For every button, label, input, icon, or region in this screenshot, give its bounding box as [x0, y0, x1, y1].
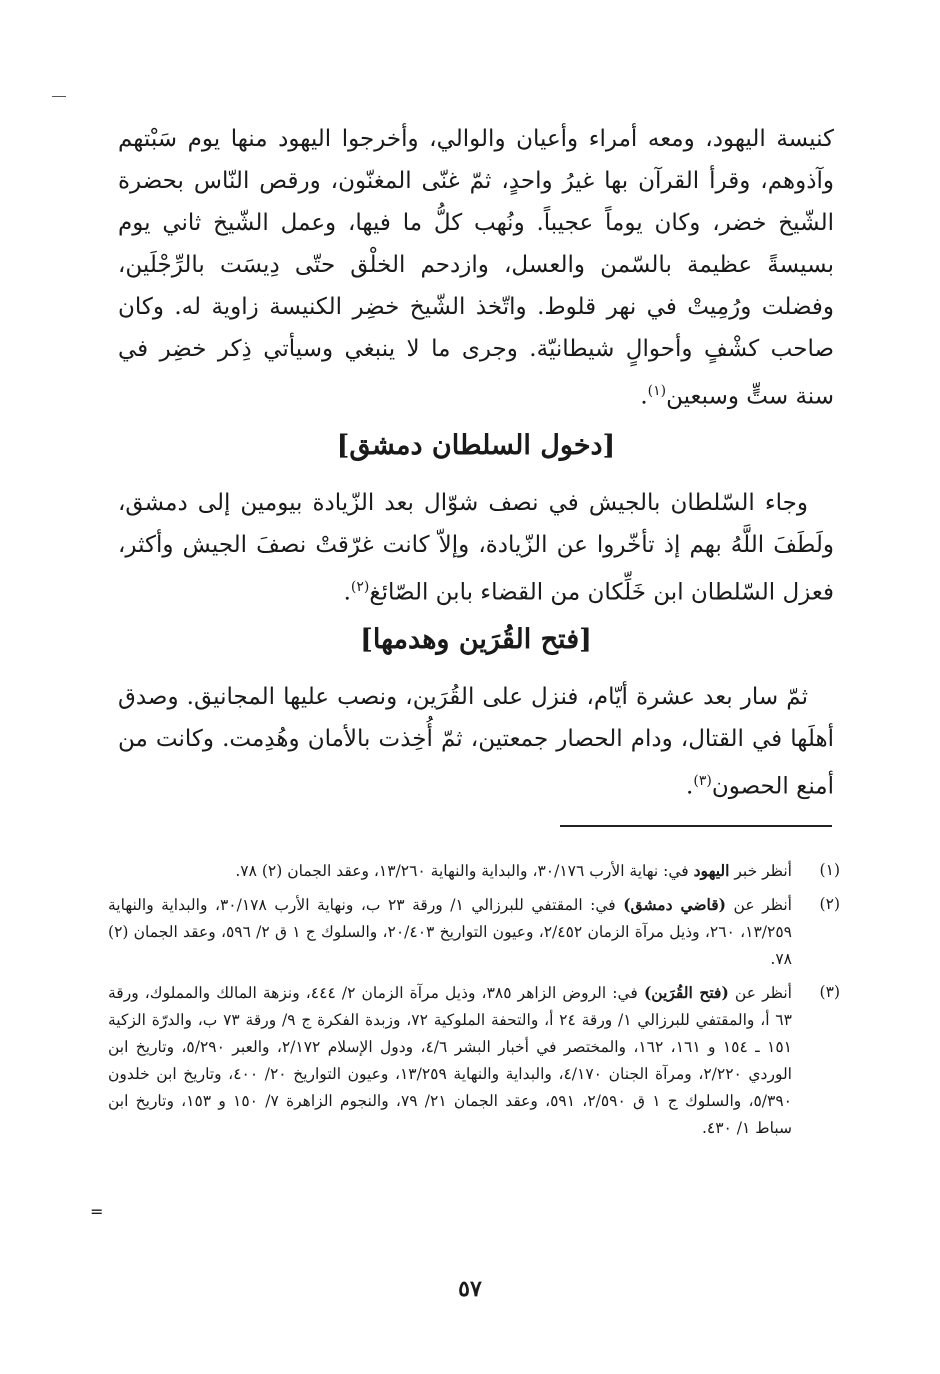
section-heading-conquest-qurayn: [فتح القُرَين وهدمها]: [360, 624, 592, 655]
footnote-ref-2[interactable]: (٢): [350, 579, 370, 595]
footnote-lead: أنظر عن: [733, 896, 792, 914]
footnote-number: (٢): [819, 895, 840, 913]
footnote-sources: في: الروض الزاهر ٣٨٥، وذيل مرآة الزمان ٢/ ٤٤٤، ونزهة المالك والمملوك، ورقة ٦٣ أ، والمقتفي للبرزالي ١/ ورقة ٢٤ أ، والتحفة الملوكية ٧٢، وزبدة الفكرة ج ٩/ ورقة ٧٣ ب، والدرّة الزكية ١٥١ ـ ١٥٤ و ١٦١، ١٦٢، والمختصر في أخبار البشر ٤/٦، ودول الإسلام ٢/١٧٢، والعبر ٥/٢٩٠، وتاريخ ابن الوردي ٢/٢٢٠، ومرآة الجنان ٤/١٧٠، والبداية والنهاية ١٣/٢٥٩، وعيون التواريخ ٢٠/ ٤٠٠، وتاريخ ابن خلدون ٥/٣٩٠، والسلوك ج ١ ق ٢/٥٩٠، ٥٩١، وعقد الجمان ٢١/ ٧٩، والنجوم الزاهرة ٧/ ١٥٠ و ١٥٣، وتاريخ ابن سباط ١/ ٤٣٠.: [108, 984, 793, 1137]
footnote-number: (١): [819, 861, 840, 879]
footnote-1: [108, 857, 840, 885]
footnote-number: (٣): [819, 983, 840, 1001]
paragraph-text: ثمّ سار بعد عشرة أيّام، فنزل على القُرَين، ونصب عليها المجانيق. وصدق أهلَها في القتال، ودام الحصار جمعتين، ثمّ أُخِذت بالأمان وهُدِمت. وكانت من أمنع الحصون: [118, 684, 834, 800]
footnote-subject: اليهود: [693, 861, 730, 880]
paragraph-end: .: [343, 579, 351, 606]
footnote-ref-3[interactable]: (٣): [693, 773, 712, 789]
paragraph-qurayn: [118, 676, 834, 808]
footnote-text: [108, 979, 792, 1142]
footnote-lead: أنظر خبر: [734, 862, 792, 880]
paragraph-end: .: [640, 383, 648, 410]
section-heading-sultan-enters-damascus: [دخول السلطان دمشق]: [336, 430, 616, 461]
footnote-ref-1[interactable]: (١): [647, 383, 667, 399]
footnote-lead: أنظر عن: [734, 984, 792, 1002]
footnote-subject: (قاضي دمشق): [623, 895, 727, 914]
footnote-sources: في: نهاية الأرب ٣٠/١٧٦، والبداية والنهاية ١٣/٢٦٠، وعقد الجمان (٢) ٧٨.: [235, 862, 689, 880]
footnotes: [108, 857, 840, 1148]
paragraph-end: .: [686, 773, 694, 800]
footnote-2: [108, 891, 840, 973]
paragraph-khidr-synagogue: [118, 118, 834, 418]
paragraph-sultan-damascus: [118, 482, 834, 614]
continuation-mark: =: [90, 1202, 104, 1221]
paragraph-text: كنيسة اليهود، ومعه أمراء وأعيان والوالي، وأخرجوا اليهود منها يوم سَبْتهم وآذوهم، وقرأ القرآن بها غيرُ واحدٍ، ثمّ غنّى المغنّون، ورقص النّاس بحضرة الشّيخ خضر، وكان يوماً عجيباً. ونُهب كلُّ ما فيها، وعمل الشّيخ ثاني يوم بسيسةً عظيمة بالسّمن والعسل، وازدحم الخلْق حتّى دِيسَت بالرِّجْلَين، وفضلت ورُمِيتْ في نهر قلوط. واتّخذ الشّيخ خضِر الكنيسة زاوية له. وكان صاحب كشْفٍ وأحوالٍ شيطانيّة. وجرى ما لا ينبغي وسيأتي ذِكر خضِر في سنة ستٍّ وسبعين: [118, 126, 834, 410]
footnote-3: [108, 979, 840, 1142]
footnote-text: [108, 857, 792, 885]
footnote-subject: (فتح القُرَين): [643, 983, 729, 1002]
footnote-sources: في: المقتفي للبرزالي ١/ ورقة ٢٣ ب، ونهاية الأرب ٣٠/١٧٨، والبداية والنهاية ١٣/٢٥٩، ٢٦٠، وذيل مرآة الزمان ٢/٤٥٢، وعيون التواريخ ٢٠/٤٠٣، والسلوك ج ١ ق ٢/ ٥٩٦، وعقد الجمان (٢) ٧٨.: [108, 896, 792, 968]
page-number: ٥٧: [458, 1276, 482, 1302]
paragraph-text: وجاء السّلطان بالجيش في نصف شوّال بعد الزّيادة بيومين إلى دمشق، ولَطَفَ اللَّهُ بهم إذ تأخّروا عن الزّيادة، وإلاّ كانت غرّقتْ نصفَ الجيش وأكثر، فعزل السّلطان ابن خَلِّكان من القضاء بابن الصّائغ: [118, 490, 834, 606]
corner-mark: [52, 96, 66, 97]
footnote-divider: [560, 825, 832, 827]
footnote-text: [108, 891, 792, 973]
